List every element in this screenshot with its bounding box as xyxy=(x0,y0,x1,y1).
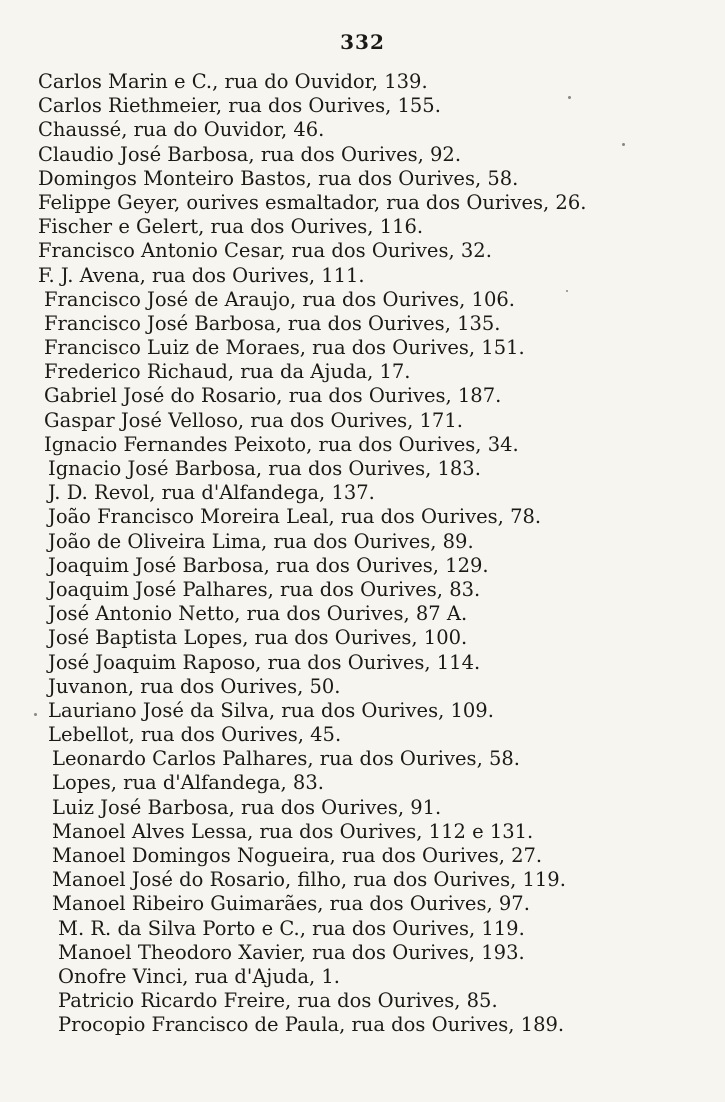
directory-entry: Manoel Domingos Nogueira, rua dos Ourives, 27. xyxy=(52,844,543,867)
paper-speck xyxy=(622,143,625,146)
directory-entry: José Antonio Netto, rua dos Ourives, 87 A. xyxy=(48,602,468,626)
directory-entry: Carlos Marin e C., rua do Ouvidor, 139. xyxy=(38,70,428,93)
directory-entry: Manoel Theodoro Xavier, rua dos Ourives, 193. xyxy=(58,940,525,964)
directory-entry: Lebellot, rua dos Ourives, 45. xyxy=(48,723,342,747)
directory-entry: Lauriano José da Silva, rua dos Ourives, 109. xyxy=(48,698,494,722)
directory-entry: Lopes, rua d'Alfandega, 83. xyxy=(52,771,324,795)
directory-entry: Ignacio José Barbosa, rua dos Ourives, 183. xyxy=(48,457,481,480)
directory-entry: Felippe Geyer, ourives esmaltador, rua dos Ourives, 26. xyxy=(38,190,587,214)
paper-speck xyxy=(34,713,37,716)
paper-speck xyxy=(566,290,568,292)
directory-entry: Claudio José Barbosa, rua dos Ourives, 92. xyxy=(38,142,462,166)
page-number: 332 xyxy=(340,30,385,54)
directory-entry: Procopio Francisco de Paula, rua dos Ourives, 189. xyxy=(58,1013,565,1037)
directory-list xyxy=(38,70,586,1038)
directory-entry: José Baptista Lopes, rua dos Ourives, 100. xyxy=(48,626,468,650)
directory-entry: Gabriel José do Rosario, rua dos Ourives, 187. xyxy=(44,384,502,408)
directory-entry: Gaspar José Velloso, rua dos Ourives, 171. xyxy=(44,408,463,432)
directory-entry: Luiz José Barbosa, rua dos Ourives, 91. xyxy=(52,795,442,819)
directory-entry: Manoel Ribeiro Guimarães, rua dos Ourives, 97. xyxy=(52,892,530,916)
directory-entry: Ignacio Fernandes Peixoto, rua dos Ourives, 34. xyxy=(44,432,519,456)
directory-entry: F. J. Avena, rua dos Ourives, 111. xyxy=(38,263,365,287)
directory-entry: João de Oliveira Lima, rua dos Ourives, 89. xyxy=(48,529,474,553)
directory-entry: Manoel José do Rosario, filho, rua dos Ourives, 119. xyxy=(52,868,566,892)
directory-entry: Carlos Riethmeier, rua dos Ourives, 155. xyxy=(38,94,441,118)
directory-entry: João Francisco Moreira Leal, rua dos Ourives, 78. xyxy=(48,505,542,529)
directory-entry: Francisco José de Araujo, rua dos Ourives, 106. xyxy=(44,287,515,311)
directory-entry: Juvanon, rua dos Ourives, 50. xyxy=(48,674,341,698)
directory-entry: Francisco José Barbosa, rua dos Ourives, 135. xyxy=(44,311,501,335)
directory-entry: Francisco Antonio Cesar, rua dos Ourives, 32. xyxy=(38,239,492,263)
directory-entry: Onofre Vinci, rua d'Ajuda, 1. xyxy=(58,964,340,988)
directory-entry: Manoel Alves Lessa, rua dos Ourives, 112 e 131. xyxy=(52,819,534,843)
directory-entry: José Joaquim Raposo, rua dos Ourives, 114. xyxy=(48,650,481,674)
directory-entry: Frederico Richaud, rua da Ajuda, 17. xyxy=(44,360,411,384)
directory-entry: Joaquim José Barbosa, rua dos Ourives, 129. xyxy=(48,553,489,577)
directory-entry: J. D. Revol, rua d'Alfandega, 137. xyxy=(48,481,375,505)
directory-entry: M. R. da Silva Porto e C., rua dos Ourives, 119. xyxy=(58,916,525,940)
directory-entry: Domingos Monteiro Bastos, rua dos Ourives, 58. xyxy=(38,166,519,190)
directory-entry: Fischer e Gelert, rua dos Ourives, 116. xyxy=(38,215,424,239)
directory-entry: Patricio Ricardo Freire, rua dos Ourives, 85. xyxy=(58,989,498,1013)
directory-entry: Francisco Luiz de Moraes, rua dos Ourives, 151. xyxy=(44,336,525,360)
directory-entry: Joaquim José Palhares, rua dos Ourives, 83. xyxy=(48,577,481,601)
directory-entry: Chaussé, rua do Ouvidor, 46. xyxy=(38,118,325,142)
directory-entry: Leonardo Carlos Palhares, rua dos Ourives, 58. xyxy=(52,747,520,771)
paper-speck xyxy=(568,96,571,99)
